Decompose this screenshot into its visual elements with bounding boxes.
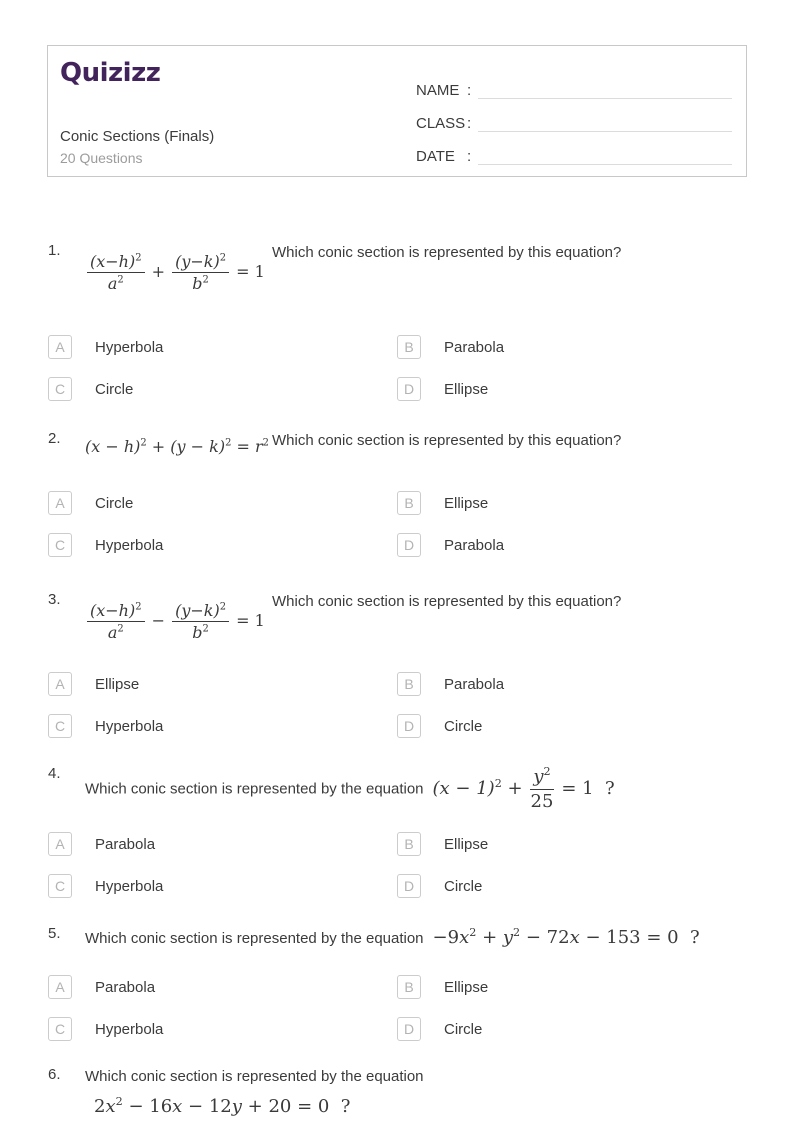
- question-inline-equation: $2x^2 - 16x - 12y + 20 = 0$ ?: [94, 1095, 351, 1117]
- option-letter-box[interactable]: B: [397, 975, 421, 999]
- question-text: [272, 589, 748, 612]
- question: [48, 428, 748, 557]
- name-field-label: NAME: [416, 82, 460, 99]
- answer-option: [48, 1017, 397, 1041]
- answer-option: [397, 377, 748, 401]
- answer-option: [48, 714, 397, 738]
- option-letter-box[interactable]: B: [397, 672, 421, 696]
- option-letter-box[interactable]: D: [397, 874, 421, 898]
- option-letter-box[interactable]: D: [397, 714, 421, 738]
- option-letter-box[interactable]: A: [48, 491, 72, 515]
- question-inline-equation: $-9x^2 + y^2 - 72x - 153 = 0$ ?: [432, 926, 700, 948]
- option-letter-box[interactable]: D: [397, 1017, 421, 1041]
- option-label: Ellipse: [444, 978, 489, 996]
- question-text: [85, 923, 748, 950]
- answer-options: [48, 491, 748, 557]
- answer-option: [48, 335, 397, 359]
- question-prompt: Which conic section is represented by this equation?: [272, 244, 622, 261]
- question: [48, 1064, 748, 1119]
- option-label: Hyperbola: [95, 536, 164, 554]
- option-letter-box[interactable]: A: [48, 975, 72, 999]
- answer-option: [48, 832, 397, 856]
- option-label: Circle: [95, 380, 134, 398]
- option-letter-box[interactable]: B: [397, 491, 421, 515]
- question-inline-equation: $(x - 1)^2$ + $\frac{y^2}{25}$ = 1 ?: [432, 765, 615, 812]
- question-head: [48, 763, 748, 812]
- option-letter-box[interactable]: D: [397, 533, 421, 557]
- date-field-label: DATE: [416, 148, 455, 165]
- question-head: [48, 240, 748, 293]
- option-label: Circle: [444, 877, 483, 895]
- class-field-label: CLASS: [416, 115, 466, 132]
- question-equation: $\frac{(x-h)^2}{a^2}$ − $\frac{(y-k)^2}{b^2}$ = 1: [85, 589, 272, 642]
- quizizz-logo: Quizizz: [60, 58, 161, 88]
- answer-options: [48, 975, 748, 1041]
- option-letter-box[interactable]: D: [397, 377, 421, 401]
- option-label: Circle: [444, 717, 483, 735]
- answer-option: [397, 491, 748, 515]
- option-label: Parabola: [444, 675, 505, 693]
- question: [48, 589, 748, 738]
- question-prompt: Which conic section is represented by this equation?: [272, 593, 622, 610]
- name-field-colon: :: [467, 82, 472, 99]
- option-label: Ellipse: [444, 380, 489, 398]
- question-number: 1.: [48, 242, 61, 259]
- option-letter-box[interactable]: A: [48, 335, 72, 359]
- option-letter-box[interactable]: B: [397, 335, 421, 359]
- question-number: 5.: [48, 925, 61, 942]
- answer-options: [48, 672, 748, 738]
- option-label: Ellipse: [444, 494, 489, 512]
- option-letter-box[interactable]: A: [48, 832, 72, 856]
- question: [48, 763, 748, 898]
- answer-option: [48, 874, 397, 898]
- answer-options: [48, 335, 748, 401]
- question-prompt: Which conic section is represented by this equation?: [272, 432, 622, 449]
- answer-option: [48, 491, 397, 515]
- option-letter-box[interactable]: C: [48, 714, 72, 738]
- answer-option: [397, 533, 748, 557]
- option-letter-box[interactable]: A: [48, 672, 72, 696]
- option-label: Hyperbola: [95, 338, 164, 356]
- question-prompt: Which conic section is represented by the equation: [85, 780, 424, 798]
- answer-options: [48, 832, 748, 898]
- question-number: 4.: [48, 765, 61, 782]
- option-label: Parabola: [95, 835, 156, 853]
- question-prompt: Which conic section is represented by the equation: [85, 1068, 424, 1085]
- option-letter-box[interactable]: C: [48, 1017, 72, 1041]
- question-number: 3.: [48, 591, 61, 608]
- option-label: Parabola: [444, 536, 505, 554]
- answer-option: [397, 1017, 748, 1041]
- option-letter-box[interactable]: C: [48, 874, 72, 898]
- question-text: [85, 1064, 748, 1119]
- question-text: [272, 240, 748, 263]
- option-letter-box[interactable]: C: [48, 377, 72, 401]
- option-label: Circle: [444, 1020, 483, 1038]
- question-equation: $(x - h)^2 + (y - k)^2 = r^2$: [85, 437, 269, 456]
- answer-option: [48, 672, 397, 696]
- answer-option: [48, 533, 397, 557]
- question: [48, 923, 748, 1041]
- question-head: [48, 589, 748, 642]
- option-letter-box[interactable]: B: [397, 832, 421, 856]
- question-equation: $\frac{(x-h)^2}{a^2}$ + $\frac{(y-k)^2}{b^2}$ = 1: [85, 240, 272, 293]
- question-head: [48, 428, 748, 456]
- option-label: Ellipse: [95, 675, 140, 693]
- question-head: [48, 923, 748, 950]
- option-label: Hyperbola: [95, 1020, 164, 1038]
- option-label: Parabola: [444, 338, 505, 356]
- question: [48, 240, 748, 401]
- question-text: [272, 428, 748, 451]
- option-label: Hyperbola: [95, 717, 164, 735]
- answer-option: [48, 377, 397, 401]
- question-number: 6.: [48, 1066, 61, 1083]
- answer-option: [397, 335, 748, 359]
- worksheet-title: Conic Sections (Finals): [60, 128, 215, 145]
- question-prompt: Which conic section is represented by the equation: [85, 930, 424, 947]
- question-count: 20 Questions: [60, 150, 143, 166]
- answer-option: [397, 714, 748, 738]
- option-label: Hyperbola: [95, 877, 164, 895]
- answer-option: [397, 975, 748, 999]
- question-head: [48, 1064, 748, 1119]
- question-number: 2.: [48, 430, 61, 447]
- answer-option: [397, 672, 748, 696]
- option-label: Circle: [95, 494, 134, 512]
- question-text: [85, 763, 748, 812]
- answer-option: [48, 975, 397, 999]
- option-letter-box[interactable]: C: [48, 533, 72, 557]
- option-label: Parabola: [95, 978, 156, 996]
- answer-option: [397, 874, 748, 898]
- date-field-colon: :: [467, 148, 472, 165]
- answer-option: [397, 832, 748, 856]
- option-label: Ellipse: [444, 835, 489, 853]
- class-field-colon: :: [467, 115, 472, 132]
